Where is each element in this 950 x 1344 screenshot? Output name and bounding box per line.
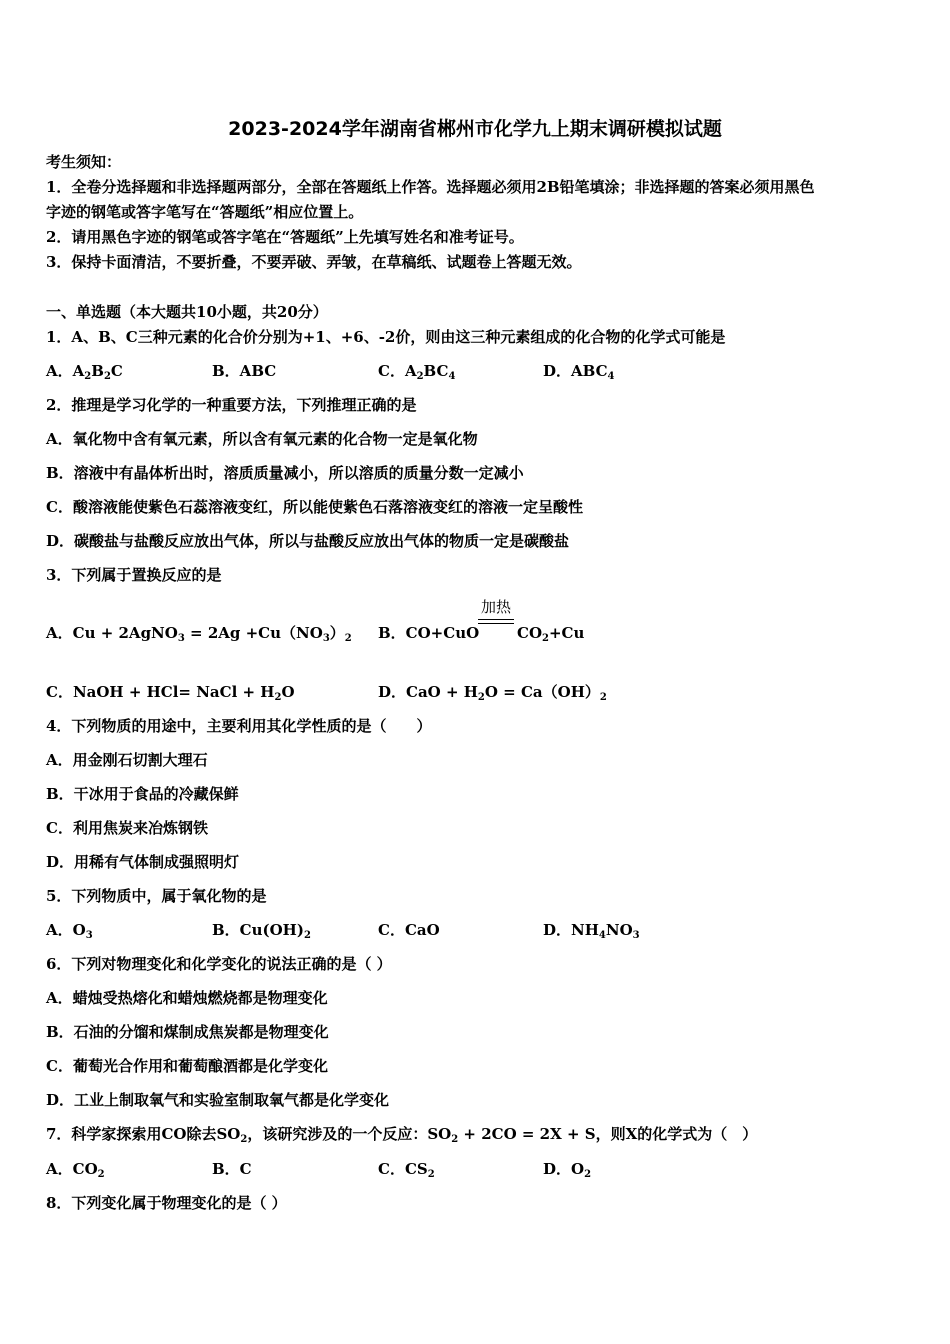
option-d: D．$O_2$: [543, 1160, 592, 1180]
section-heading: 一、单选题（本大题共10小题，共20分）: [46, 303, 328, 321]
option-d: D．CaO + $H_2O = Ca(OH)_2$: [378, 683, 607, 703]
notice-line-1b: 字迹的钢笔或答字笔写在“答题纸”相应位置上。: [46, 203, 364, 221]
option-b: B．溶液中有晶体析出时，溶质质量减小，所以溶质的质量分数一定减小: [46, 464, 524, 482]
option-d: D．用稀有气体制成强照明灯: [46, 853, 240, 871]
reaction-condition: 加热: [480, 598, 511, 616]
option-c: C．$A_2BC_4$: [378, 362, 456, 382]
equal-line-bottom: [478, 623, 514, 624]
option-c: C．CaO: [378, 921, 440, 939]
option-d: D．碳酸盐与盐酸反应放出气体，所以与盐酸反应放出气体的物质一定是碳酸盐: [46, 532, 570, 550]
option-c: C．葡萄光合作用和葡萄酿酒都是化学变化: [46, 1057, 328, 1075]
option-b: B．干冰用于食品的冷藏保鲜: [46, 785, 239, 803]
option-c: C．$CS_2$: [378, 1160, 435, 1180]
question-stem: 1．A、B、C三种元素的化合价分别为+1、+6、-2价，则由这三种元素组成的化合物的化学式可能是: [46, 328, 726, 346]
question-stem: 6．下列对物理变化和化学变化的说法正确的是（ ）: [46, 955, 392, 973]
question-stem: 4．下列物质的用途中，主要利用其化学性质的是（ ）: [46, 717, 432, 735]
question-stem: 7．科学家探索用CO除去$SO_2$，该研究涉及的一个反应：$SO_2 + 2CO = 2X + S$，则X的化学式为（ ）: [46, 1125, 758, 1145]
question-stem: 3．下列属于置换反应的是: [46, 566, 222, 584]
page-title: 2023-2024学年湖南省郴州市化学九上期末调研模拟试题: [228, 118, 722, 140]
equal-line-top: [478, 619, 514, 620]
option-c: C．NaOH + HCl= NaCl + $H_2O$: [46, 683, 295, 703]
option-d: D．$NH_4NO_3$: [543, 921, 640, 941]
option-a: A．Cu + 2AgNO$_3$ = $2Ag +Cu(NO_3)_2$: [46, 624, 352, 644]
option-a: A．氧化物中含有氧元素，所以含有氧元素的化合物一定是氧化物: [46, 430, 478, 448]
option-b-right: $CO_2+Cu$: [517, 624, 585, 644]
question-stem: 2．推理是学习化学的一种重要方法，下列推理正确的是: [46, 396, 417, 414]
notice-line-3: 3．保持卡面清洁，不要折叠，不要弄破、弄皱，在草稿纸、试题卷上答题无效。: [46, 253, 582, 271]
option-a: A．$O_3$: [46, 921, 93, 941]
option-b-left: B．CO+CuO: [378, 624, 480, 642]
option-d: D．工业上制取氧气和实验室制取氧气都是化学变化: [46, 1091, 390, 1109]
option-b: B．C: [212, 1160, 252, 1178]
question-stem: 8．下列变化属于物理变化的是（ ）: [46, 1194, 287, 1212]
question-stem: 5．下列物质中，属于氧化物的是: [46, 887, 267, 905]
notice-line-1a: 1．全卷分选择题和非选择题两部分，全部在答题纸上作答。选择题必须用2B铅笔填涂；非选择题的答案必须用黑色: [46, 178, 815, 196]
option-b: B．石油的分馏和煤制成焦炭都是物理变化: [46, 1023, 329, 1041]
option-d: D．$ABC_4$: [543, 362, 615, 382]
notice-heading: 考生须知：: [46, 153, 122, 171]
option-b: B．$Cu(OH)_2$: [212, 921, 311, 941]
option-a: A．$CO_2$: [46, 1160, 105, 1180]
option-a: A．蜡烛受热熔化和蜡烛燃烧都是物理变化: [46, 989, 328, 1007]
option-a: A．用金刚石切割大理石: [46, 751, 208, 769]
option-c: C．酸溶液能使紫色石蕊溶液变红，所以能使紫色石落溶液变红的溶液一定呈酸性: [46, 498, 583, 516]
option-b: B．ABC: [212, 362, 277, 380]
notice-line-2: 2．请用黑色字迹的钢笔或答字笔在“答题纸”上先填写姓名和准考证号。: [46, 228, 524, 246]
option-a: A．$A_2B_2C$: [46, 362, 123, 382]
option-c: C．利用焦炭来冶炼钢铁: [46, 819, 208, 837]
